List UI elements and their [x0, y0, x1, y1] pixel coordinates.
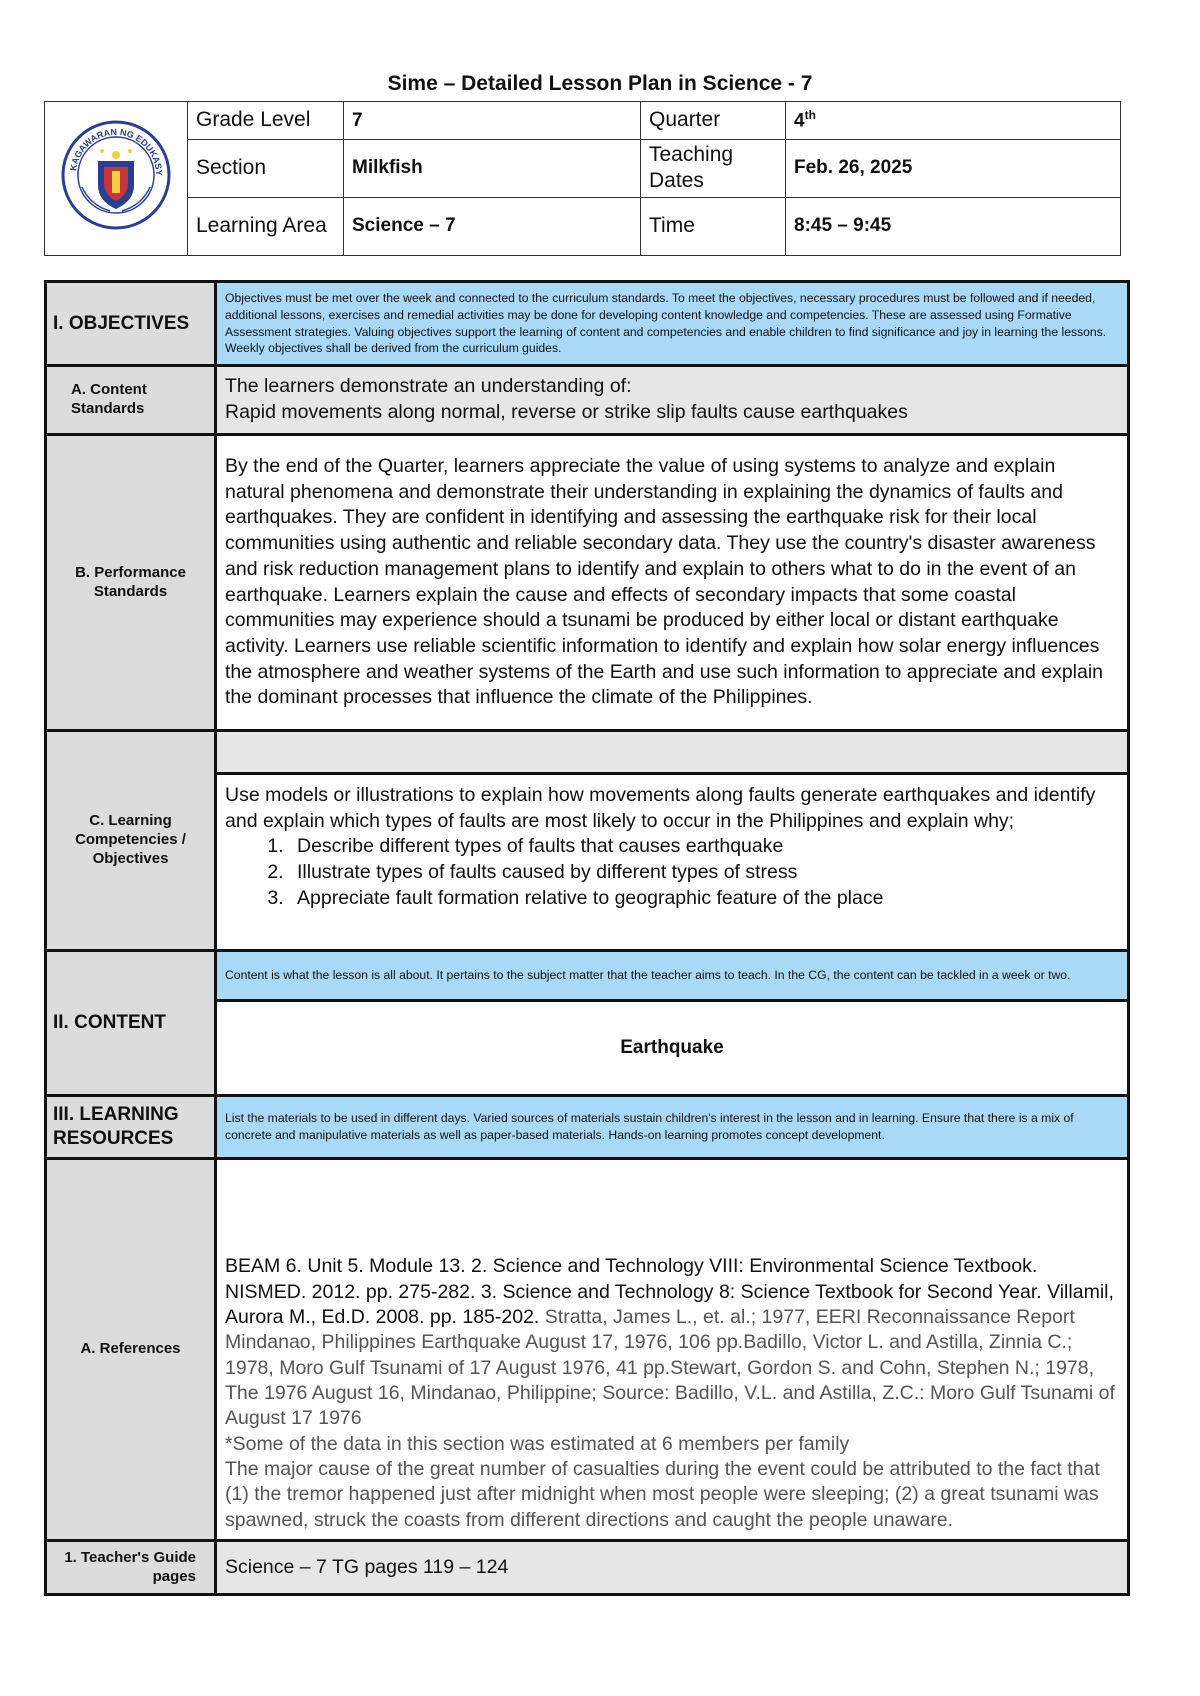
teaching-dates-value: Feb. 26, 2025 [786, 140, 1121, 198]
header-table [44, 101, 1121, 256]
lesson-plan-table [44, 280, 1130, 1596]
content-standards-line1: The learners demonstrate an understanding of: [225, 375, 632, 398]
teachers-guide-value: Science – 7 TG pages 119 – 124 [216, 1541, 1129, 1595]
deped-seal [45, 102, 188, 256]
teachers-guide-label: 1. Teacher's Guide pages [46, 1541, 216, 1595]
learning-resources-label: III. LEARNING RESOURCES [46, 1096, 216, 1159]
references-note: *Some of the data in this section was estimated at 6 members per family [225, 1432, 850, 1455]
content-label: II. CONTENT [46, 951, 216, 1096]
quarter-value: 4th [786, 102, 1121, 140]
content-standards-text [216, 366, 1129, 435]
svg-text:KAGAWARAN NG EDUKASYON: KAGAWARAN NG EDUKASY [68, 126, 165, 176]
time-value: 8:45 – 9:45 [786, 197, 1121, 255]
teaching-dates-label: Teaching Dates [641, 140, 786, 198]
section-value: Milkfish [344, 140, 641, 198]
performance-standards-text: By the end of the Quarter, learners appreciate the value of using systems to analyze and explain natural phenomena and demonstrate their understanding in explaining the dynamics of faults and earthquakes. They are confident in identifying and assessing the earthquake risk for their local communities using authentic and reliable secondary data. They use the country's disaster awareness and risk reduction management plans to identify and explain to others what to do in the event of an earthquake. Learners explain the cause and effects of secondary impacts that some coastal communities may experience should a tsunami be produced by either local or distant earthquake activity. Learners use reliable scientific information to identify and explain how solar energy influences the atmosphere and weather systems of the Earth and use such information to appreciate and explain the dominant processes that influence the climate of the Philippines. [216, 435, 1129, 731]
content-note: Content is what the lesson is all about. It pertains to the subject matter that the teacher aims to teach. In the CG, the content can be tackled in a week or two. [216, 951, 1129, 1001]
deped-seal-icon [60, 119, 172, 231]
learning-resources-note: List the materials to be used in different days. Varied sources of materials sustain children's interest in the lesson and in learning. Ensure that there is a mix of concrete and manipulative materials as well as paper-based materials. Hands-on learning promotes concept development. [216, 1096, 1129, 1159]
grade-level-label: Grade Level [188, 102, 344, 140]
section-label: Section [188, 140, 344, 198]
time-label: Time [641, 197, 786, 255]
content-standards-label: A. Content Standards [46, 366, 216, 435]
grade-level-value: 7 [344, 102, 641, 140]
performance-standards-label: B. Performance Standards [46, 435, 216, 731]
learning-area-value: Science – 7 [344, 197, 641, 255]
list-item: 1. Describe different types of faults that causes earthquake [289, 834, 1119, 860]
references-part2: Stratta, James L., et. al.; 1977, EERI Reconnaissance Report Mindanao, Philippines Earthquake August 17, 1976, 106 pp.Badillo, Victor L. and Astilla, Zinnia C.; 1978, Moro Gulf Tsunami of 17 August 1976, 41 pp.Stewart, Gordon S. and Cohn, Stephen N.; 1978, The 1976 August 16, Mindanao, Philippine; Source: Badillo, V.L. and Astilla, Z.C.: Moro Gulf Tsunami of August 17 1976 [225, 1305, 1115, 1430]
list-item: 3. Appreciate fault formation relative to geographic feature of the place [289, 886, 1119, 912]
competencies-list [225, 834, 1119, 911]
list-item: 2. Illustrate types of faults caused by different types of stress [289, 860, 1119, 886]
references-label: A. References [46, 1159, 216, 1541]
content-standards-line2: Rapid movements along normal, reverse or strike slip faults cause earthquakes [225, 401, 908, 423]
content-topic: Earthquake [216, 1001, 1129, 1096]
references-block [225, 1254, 1119, 1431]
competencies-content [216, 774, 1129, 951]
competencies-label: C. Learning Competencies / Objectives [46, 731, 216, 951]
competencies-blank-row [216, 731, 1129, 774]
references-text [216, 1159, 1129, 1541]
page-title: Sime – Detailed Lesson Plan in Science - 7 [387, 72, 813, 95]
quarter-label: Quarter [641, 102, 786, 140]
learning-area-label: Learning Area [188, 197, 344, 255]
competencies-intro: Use models or illustrations to explain how movements along faults generate earthquakes and identify and explain which types of faults are most likely to occur in the Philippines and explain why; [225, 784, 1096, 832]
references-part1: BEAM 6. Unit 5. Module 13. 2. Science and Technology VIII: Environmental Science Textbook. NISMED. 2012. pp. 275-282. 3. Science and Technology 8: Science Textbook for Second Year. Villamil, Aurora M., Ed.D. 2008. pp. 185-202. [225, 1255, 1114, 1328]
objectives-note: Objectives must be met over the week and connected to the curriculum standards. To meet the objectives, necessary procedures must be followed and if needed, additional lessons, exercises and remedial activities may be done for developing content knowledge and competencies. These are assessed using Formative Assessment strategies. Valuing objectives support the learning of content and competencies and enable children to find significance and joy in learning the lessons. Weekly objectives shall be derived from the curriculum guides. [216, 282, 1129, 366]
references-casualties: The major cause of the great number of casualties during the event could be attributed to the fact that (1) the tremor happened just after midnight when most people were sleeping; (2) a great tsunami was spawned, struck the coasts from different directions and caught the people unaware. [225, 1457, 1100, 1531]
objectives-label: I. OBJECTIVES [46, 282, 216, 366]
